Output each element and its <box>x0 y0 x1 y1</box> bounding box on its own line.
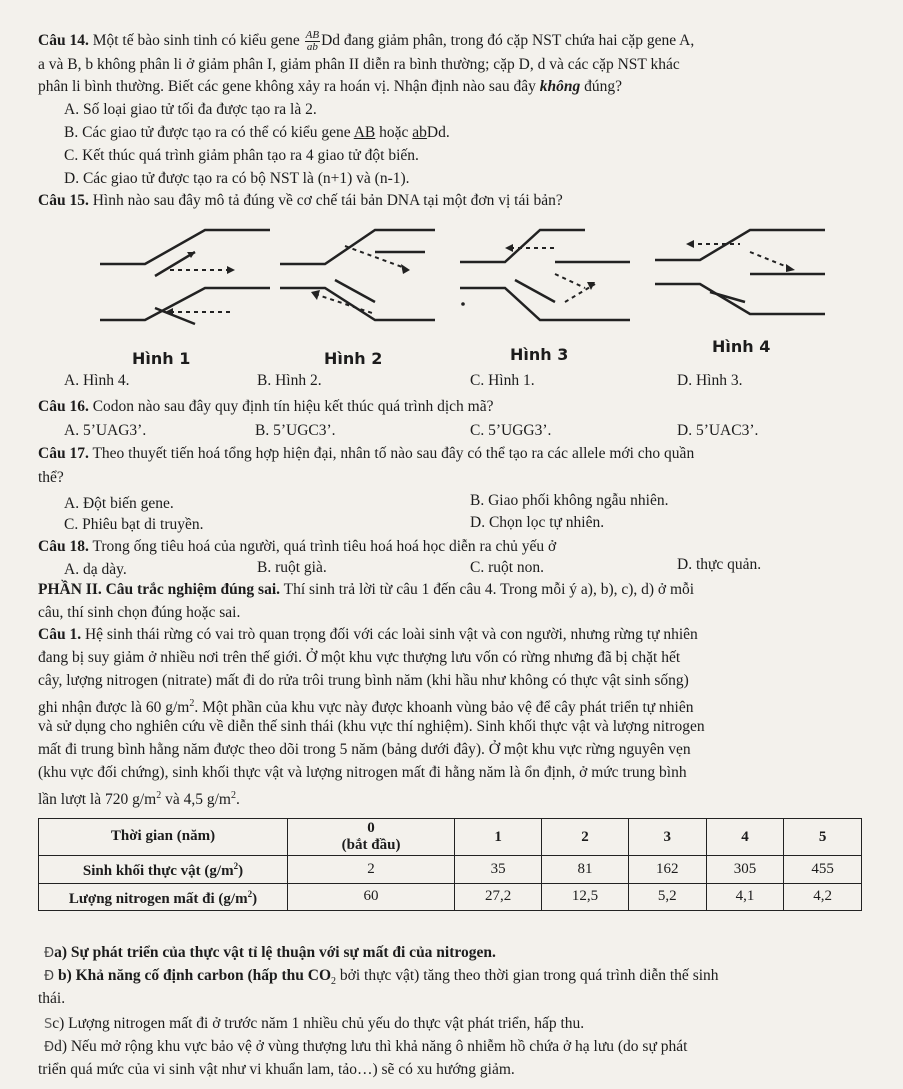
q18-line1 <box>38 536 556 558</box>
biomass-cell: 35 <box>455 856 542 884</box>
replication-figure-1[interactable] <box>95 222 275 342</box>
q14-option-b-gene2: ab <box>412 124 427 141</box>
part2-line1 <box>38 579 694 601</box>
q18-option-a[interactable]: A. dạ dày. <box>64 561 127 578</box>
nitrogen-cell: 27,2 <box>455 883 542 911</box>
fraction-denominator: ab <box>306 41 318 53</box>
statement-d-line2: triển quá mức của vi sinh vật như vi khuẩn lam, tảo…) sẽ có xu hướng giảm. <box>38 1061 515 1078</box>
q18-label: Câu 18. <box>38 538 89 555</box>
table-year-3: 3 <box>628 819 706 856</box>
q14-option-b-pre: B. Các giao tử được tạo ra có thể có kiểu gene <box>64 124 351 141</box>
q16-option-a[interactable]: A. 5’UAG3’. <box>64 422 147 439</box>
q16-label: Câu 16. <box>38 398 89 415</box>
biomass-label-text: Sinh khối thực vật (g/m <box>82 863 234 879</box>
q17-line2: thể? <box>38 469 64 486</box>
q17-option-d[interactable]: D. Chọn lọc tự nhiên. <box>470 514 605 531</box>
part2-intro1: Thí sinh trả lời từ câu 1 đến câu 4. Trong mỗi ý a), b), c), d) ở mỗi <box>283 581 695 598</box>
superscript: 2 <box>156 790 162 801</box>
q15-label: Câu 15. <box>38 192 89 209</box>
q14-option-a[interactable]: A. Số loại giao tử tối đa được tạo ra là 2. <box>64 101 317 118</box>
statement-b-pre: b) Khả năng cố định carbon (hấp thu CO <box>57 967 332 984</box>
table-header-label: Thời gian (năm) <box>39 819 288 856</box>
q14-option-b-post: Dd. <box>426 124 450 141</box>
figure-2-label: Hình 2 <box>324 349 383 368</box>
statement-a-text: a) Sự phát triển của thực vật tỉ lệ thuận với sự mất đi của nitrogen. <box>54 944 496 961</box>
statement-c[interactable] <box>44 1013 584 1036</box>
biomass-cell: 81 <box>542 856 629 884</box>
biomass-row-label <box>39 856 288 884</box>
table-row-biomass <box>39 856 862 884</box>
figure-4-label: Hình 4 <box>712 337 771 356</box>
unit-close: ) <box>238 863 244 879</box>
superscript: 2 <box>233 861 239 871</box>
biomass-cell: 455 <box>784 856 862 884</box>
statement-b-line2: thái. <box>38 990 66 1007</box>
nitrogen-cell: 4,1 <box>706 883 784 911</box>
p2q1-line1 <box>38 624 698 646</box>
nitrogen-row-label <box>39 883 288 911</box>
q15-option-a[interactable]: A. Hình 4. <box>64 372 130 389</box>
q18-stem: Trong ống tiêu hoá của người, quá trình tiêu hoá hoá học diễn ra chủ yếu ở <box>92 538 557 555</box>
statement-d-l1: d) Nếu mở rộng khu vực bảo vệ ở vùng thượng lưu thì khả năng ô nhiễm hồ chứa ở hạ lưu (do sự phát <box>54 1038 688 1055</box>
table-year-4: 4 <box>706 819 784 856</box>
part2-intro2: câu, thí sinh chọn đúng hoặc sai. <box>38 604 241 621</box>
statement-c-text: c) Lượng nitrogen mất đi ở trước năm 1 nhiều chủ yếu do thực vật phát triển, hấp thu. <box>52 1015 585 1032</box>
table-row-nitrogen <box>39 883 862 911</box>
q17-stem1: Theo thuyết tiến hoá tổng hợp hiện đại, nhân tố nào sau đây có thể tạo ra các allele mới cho quần <box>92 445 695 462</box>
nitrogen-cell: 60 <box>288 883 455 911</box>
table-year-2: 2 <box>542 819 629 856</box>
q16-stem: Codon nào sau đây quy định tín hiệu kết thúc quá trình dịch mã? <box>92 398 494 415</box>
superscript: 2 <box>247 888 253 899</box>
succession-data-table <box>38 818 862 911</box>
biomass-cell: 305 <box>706 856 784 884</box>
handwritten-mark-b: Đ <box>44 969 55 984</box>
q15-option-d[interactable]: D. Hình 3. <box>677 372 743 389</box>
p2q1-l8-post: . <box>235 791 240 809</box>
statement-b-post: bởi thực vật) tăng theo thời gian trong quá trình diễn thế sinh <box>336 967 719 984</box>
q14-label: Câu 14. <box>38 32 89 50</box>
table-header-row <box>39 819 862 856</box>
replication-figure-4[interactable] <box>650 222 830 342</box>
q17-option-c[interactable]: C. Phiêu bạt di truyền. <box>64 516 204 533</box>
nitrogen-cell: 12,5 <box>542 883 629 911</box>
p2q1-line7: (khu vực đối chứng), sinh khối thực vật và lượng nitrogen mất đi hằng năm là ổn định, ở mức trung bình <box>38 764 687 781</box>
superscript: 2 <box>189 698 195 709</box>
q17-line1 <box>38 443 694 465</box>
q16-option-b[interactable]: B. 5’UGC3’. <box>255 422 336 439</box>
q16-option-c[interactable]: C. 5’UGG3’. <box>470 422 552 439</box>
year-0-note: (bắt đầu) <box>341 837 401 853</box>
subscript: 2 <box>331 976 337 988</box>
q14-stem-pre: Một tế bào sinh tinh có kiểu gene <box>92 32 300 50</box>
q14-option-d[interactable]: D. Các giao tử được tạo ra có bộ NST là (n+1) và (n-1). <box>64 170 410 187</box>
p2q1-l4-post: . Một phần của khu vực này được khoanh vùng bảo vệ để cây phát triển tự nhiên <box>194 699 694 717</box>
q14-line3-post: đúng? <box>584 78 622 95</box>
p2q1-label: Câu 1. <box>38 626 82 643</box>
statement-b[interactable] <box>44 965 719 993</box>
q16-option-d[interactable]: D. 5’UAC3’. <box>677 422 759 439</box>
nitrogen-cell: 5,2 <box>628 883 706 911</box>
table-year-5: 5 <box>784 819 862 856</box>
replication-bubble-2-drawing <box>275 222 455 342</box>
q14-option-b-mid: hoặc <box>379 124 409 141</box>
q15-option-c[interactable]: C. Hình 1. <box>470 372 535 389</box>
q14-line1 <box>38 30 694 53</box>
p2q1-line2: đang bị suy giảm ở nhiều nơi trên thế giới. Ở một khu vực thượng lưu vốn có rừng nhưng đã bị chặt hết <box>38 649 681 666</box>
q17-option-a[interactable]: A. Đột biến gene. <box>64 495 174 512</box>
nitrogen-label-text: Lượng nitrogen mất đi (g/m <box>68 890 248 907</box>
q15-stem: Hình nào sau đây mô tả đúng về cơ chế tái bản DNA tại một đơn vị tái bản? <box>92 192 563 209</box>
biomass-cell: 2 <box>288 856 455 884</box>
replication-bubble-4-drawing <box>650 222 830 342</box>
replication-figure-3[interactable] <box>455 222 635 342</box>
q14-option-c[interactable]: C. Kết thúc quá trình giảm phân tạo ra 4 giao tử đột biến. <box>64 147 419 164</box>
replication-figure-2[interactable] <box>275 222 455 342</box>
q15-option-b[interactable]: B. Hình 2. <box>257 372 322 389</box>
q18-option-d[interactable]: D. thực quản. <box>677 556 762 573</box>
superscript: 2 <box>230 790 236 801</box>
part2-heading: PHẦN II. Câu trắc nghiệm đúng sai. <box>38 581 280 598</box>
q14-line3 <box>38 76 622 98</box>
q15-line1 <box>38 190 563 212</box>
statement-a[interactable] <box>44 942 496 965</box>
handwritten-mark-c: S <box>44 1017 53 1032</box>
p2q1-line8 <box>38 785 240 811</box>
handwritten-mark-a: Đ <box>44 946 55 961</box>
q14-line3-pre: phân li bình thường. Biết các gene không xảy ra hoán vị. Nhận định nào sau đây <box>38 78 536 95</box>
q14-emphasis: không <box>539 78 581 95</box>
handwritten-mark-d: Đ <box>44 1040 55 1055</box>
q18-option-b[interactable]: B. ruột già. <box>257 559 327 576</box>
q17-option-b[interactable]: B. Giao phối không ngẫu nhiên. <box>470 492 669 509</box>
p2q1-l4-pre: ghi nhận được là 60 g/m <box>38 699 190 717</box>
replication-bubble-1-drawing <box>95 222 275 342</box>
p2q1-line5: và sử dụng cho nghiên cứu về diễn thế sinh thái (khu vực thí nghiệm). Sinh khối thực vật và lượng nitrogen <box>38 718 705 735</box>
q17-label: Câu 17. <box>38 445 89 462</box>
q14-option-b-gene1: AB <box>353 124 376 141</box>
q14-option-b[interactable] <box>64 122 450 144</box>
p2q1-l1: Hệ sinh thái rừng có vai trò quan trọng đối với các loài sinh vật và con người, nhưng rừng tự nhiên <box>84 626 698 643</box>
year-0-value: 0 <box>367 820 375 836</box>
replication-bubble-3-drawing <box>455 222 635 342</box>
p2q1-line6: mất đi trung bình hằng năm được theo dõi trong 5 năm (bảng dưới đây). Ở một khu vực rừng nguyên vẹn <box>38 741 691 758</box>
table-year-1: 1 <box>455 819 542 856</box>
p2q1-line3: cây, lượng nitrogen (nitrate) mất đi do rửa trôi trung bình năm (khi hầu như không có thực vật sinh sống) <box>38 672 689 689</box>
p2q1-l8-mid: và 4,5 g/m <box>161 791 231 809</box>
fraction-numerator: AB <box>305 29 320 41</box>
q14-stem-post: Dd đang giảm phân, trong đó cặp NST chứa hai cặp gene A, <box>321 32 695 50</box>
genotype-fraction <box>305 30 320 53</box>
p2q1-line4 <box>38 693 693 719</box>
unit-close: ) <box>252 890 258 907</box>
figure-1-label: Hình 1 <box>132 349 191 368</box>
table-year-0 <box>288 819 455 856</box>
p2q1-l8-pre: lần lượt là 720 g/m <box>38 791 157 809</box>
figure-3-label: Hình 3 <box>510 345 569 364</box>
biomass-cell: 162 <box>628 856 706 884</box>
q18-option-c[interactable]: C. ruột non. <box>470 559 545 576</box>
q14-line2: a và B, b không phân li ở giảm phân I, giảm phân II diễn ra bình thường; cặp D, d và các cặp NST khác <box>38 56 680 73</box>
q16-line1 <box>38 396 493 418</box>
statement-d[interactable] <box>44 1036 687 1059</box>
nitrogen-cell: 4,2 <box>784 883 862 911</box>
